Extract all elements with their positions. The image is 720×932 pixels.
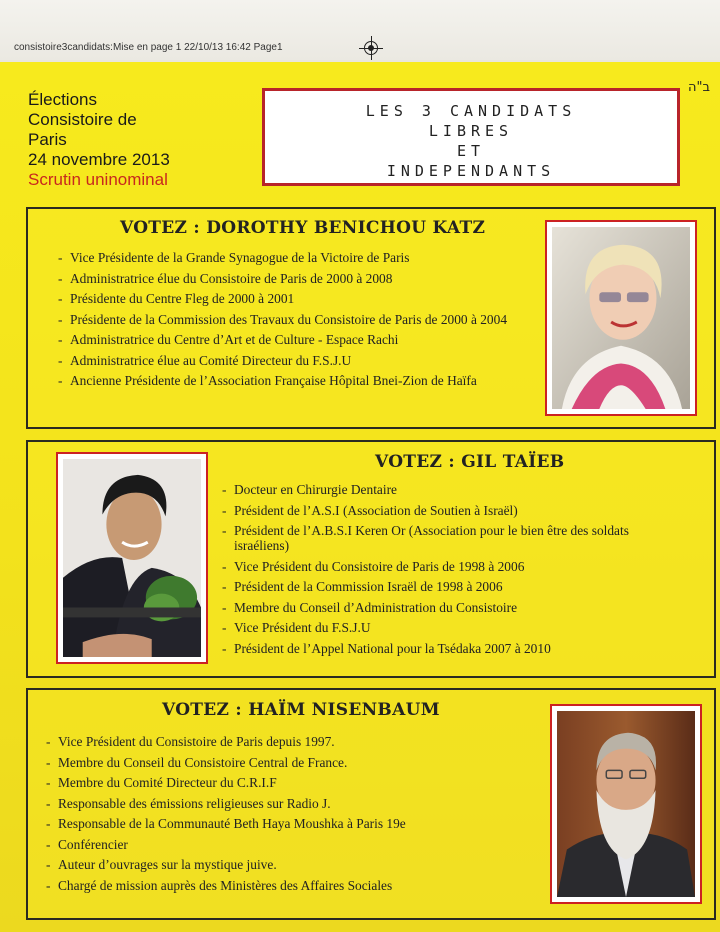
election-scrutin: Scrutin uninominal — [28, 170, 168, 189]
list-item: - Auteur d’ouvrages sur la mystique juive. — [46, 857, 524, 872]
registration-mark-icon — [364, 41, 378, 55]
election-date: 24 novembre 2013 — [28, 150, 170, 169]
candidate-photo — [56, 452, 208, 664]
candidate-heading: VOTEZ : GIL TAÏEB — [375, 452, 565, 472]
election-info — [28, 90, 170, 190]
list-item: - Président de l’A.B.S.I Keren Or (Association pour le bien être des soldats israéliens) — [222, 523, 682, 553]
list-item: - Président de l’Appel National pour la Tsédaka 2007 à 2010 — [222, 641, 682, 656]
list-item: - Membre du Conseil d’Administration du Consistoire — [222, 600, 682, 615]
hebrew-mark: ב"ה — [688, 80, 710, 95]
election-line-1: Élections — [28, 90, 97, 109]
candidate-list — [58, 250, 526, 394]
candidate-photo — [550, 704, 702, 904]
list-item: - Président de l’A.S.I (Association de Soutien à Israël) — [222, 503, 682, 518]
list-item: - Vice Président du Consistoire de Paris depuis 1997. — [46, 734, 524, 749]
list-item: - Administratrice du Centre d’Art et de Culture - Espace Rachi — [58, 332, 526, 347]
list-item: - Vice Présidente de la Grande Synagogue de la Victoire de Paris — [58, 250, 526, 265]
list-item: - Président de la Commission Israël de 1998 à 2006 — [222, 579, 682, 594]
list-item: - Administratrice élue du Consistoire de Paris de 2000 à 2008 — [58, 271, 526, 286]
candidate-heading: VOTEZ : DOROTHY BENICHOU KATZ — [120, 218, 486, 238]
election-line-3: Paris — [28, 130, 67, 149]
candidate-list — [46, 734, 524, 898]
list-item: - Présidente de la Commission des Travaux du Consistoire de Paris de 2000 à 2004 — [58, 312, 526, 327]
list-item: - Responsable de la Communauté Beth Haya Moushka à Paris 19e — [46, 816, 524, 831]
list-item: - Docteur en Chirurgie Dentaire — [222, 482, 682, 497]
portrait-woman-icon — [552, 227, 690, 409]
title-line-1: LES 3 CANDIDATS — [365, 102, 577, 120]
candidate-photo — [545, 220, 697, 416]
election-line-2: Consistoire de — [28, 110, 137, 129]
portrait-man-icon — [63, 459, 201, 657]
list-item: - Vice Président du F.S.J.U — [222, 620, 682, 635]
list-item: - Membre du Conseil du Consistoire Central de France. — [46, 755, 524, 770]
title-box — [262, 88, 680, 186]
list-item: - Conférencier — [46, 837, 524, 852]
list-item: - Vice Président du Consistoire de Paris de 1998 à 2006 — [222, 559, 682, 574]
title-line-4: INDEPENDANTS — [386, 162, 556, 180]
portrait-bearded-man-icon — [557, 711, 695, 897]
list-item: - Membre du Comité Directeur du C.R.I.F — [46, 775, 524, 790]
list-item: - Chargé de mission auprès des Ministères des Affaires Sociales — [46, 878, 524, 893]
list-item: - Présidente du Centre Fleg de 2000 à 2001 — [58, 291, 526, 306]
title-line-2: LIBRES — [428, 122, 514, 140]
list-item: - Responsable des émissions religieuses sur Radio J. — [46, 796, 524, 811]
candidate-list — [222, 482, 682, 661]
list-item: - Ancienne Présidente de l’Association Française Hôpital Bnei-Zion de Haïfa — [58, 373, 526, 388]
list-item: - Administratrice élue au Comité Directeur du F.S.J.U — [58, 353, 526, 368]
candidate-heading: VOTEZ : HAÏM NISENBAUM — [162, 700, 440, 720]
print-header: consistoire3candidats:Mise en page 1 22/10/13 16:42 Page1 — [14, 42, 283, 53]
title-line-3: ET — [456, 142, 486, 160]
